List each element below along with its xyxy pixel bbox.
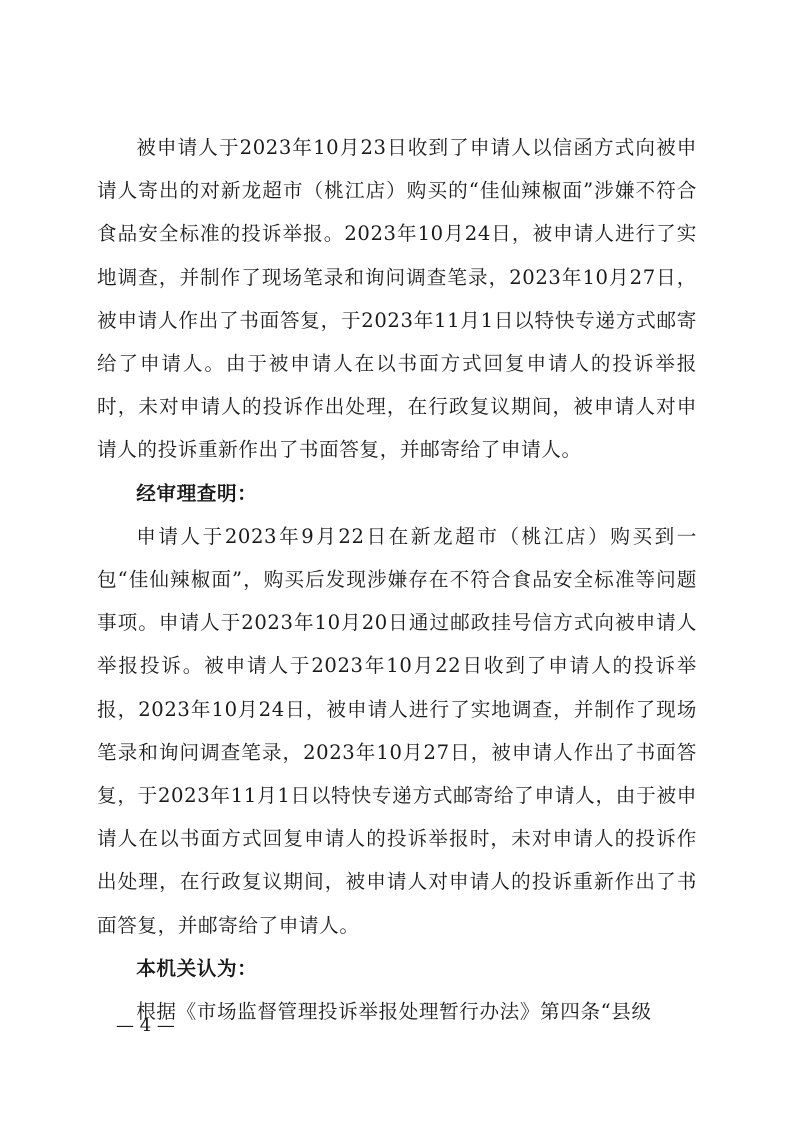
page-number: — 4 — xyxy=(116,1015,175,1036)
paragraph-complaint-receipt: 被申请人于2023年10月23日收到了申请人以信函方式向被申请人寄出的对新龙超市（桃江店）购买的“佳仙辣椒面”涉嫌不符合食品安全标准的投诉举报。2023年10月24日，被申请人进行了实地调查，并制作了现场笔录和询问调查笔录，2023年10月27日，被申请人作出了书面答复，于2023年11月1日以特快专递方式邮寄给了申请人。由于被申请人在以书面方式回复申请人的投诉举报时，未对申请人的投诉作出处理，在行政复议期间，被申请人对申请人的投诉重新作出了书面答复，并邮寄给了申请人。 xyxy=(97,136,697,462)
paragraph-findings: 申请人于2023年9月22日在新龙超市（桃江店）购买到一包“佳仙辣椒面”，购买后发现涉嫌存在不符合食品安全标准等问题事项。申请人于2023年10月20日通过邮政挂号信方式向被申请人举报投诉。被申请人于2023年10月22日收到了申请人的投诉举报，2023年10月24日，被申请人进行了实地调查，并制作了现场笔录和询问调查笔录，2023年10月27日，被申请人作出了书面答复，于2023年11月1日以特快专递方式邮寄给了申请人，由于被申请人在以书面方式回复申请人的投诉举报时，未对申请人的投诉作出处理，在行政复议期间，被申请人对申请人的投诉重新作出了书面答复，并邮寄给了申请人。 xyxy=(97,524,697,937)
heading-findings: 经审理查明： xyxy=(136,481,258,505)
document-body xyxy=(97,126,697,1033)
paragraph-opinion: 根据《市场监督管理投诉举报处理暂行办法》第四条“县级 xyxy=(136,1000,652,1024)
heading-opinion: 本机关认为： xyxy=(136,956,258,980)
